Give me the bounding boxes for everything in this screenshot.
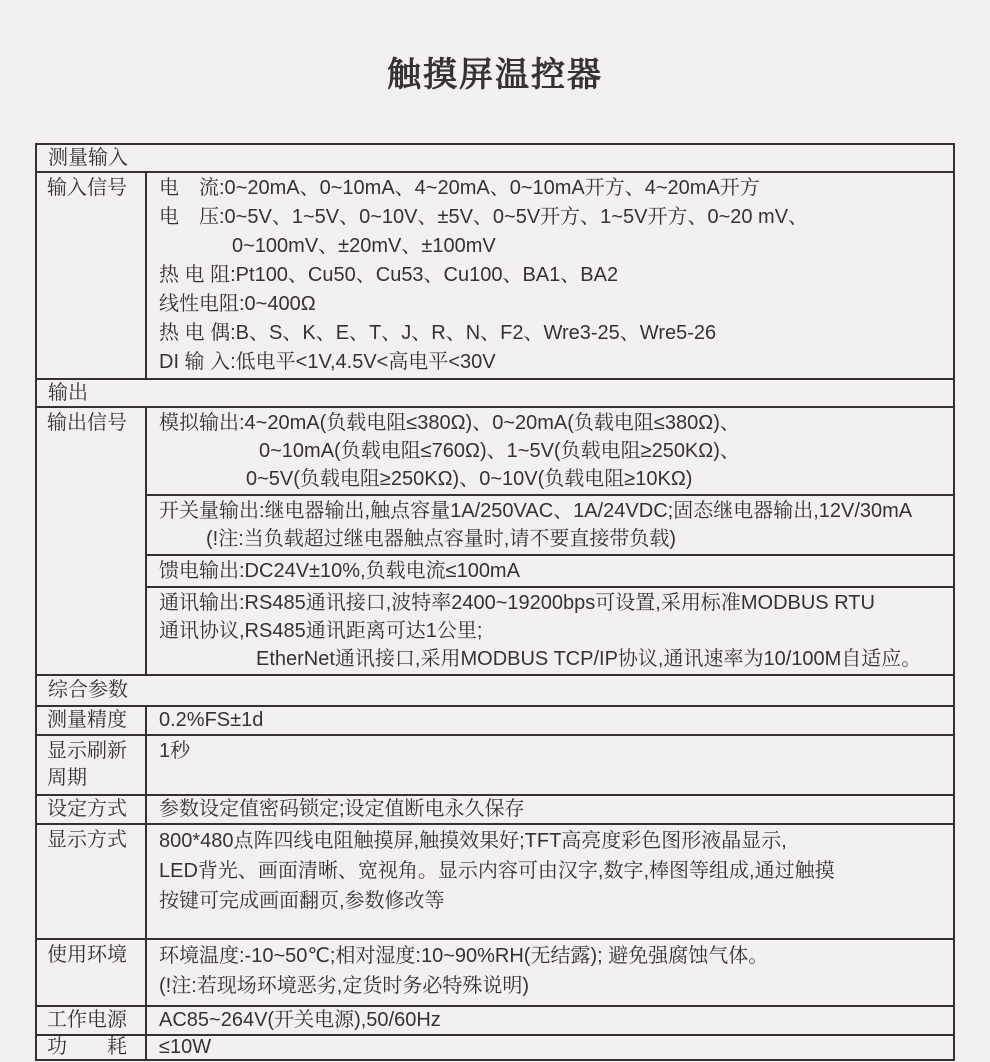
display-mode-content [147,825,953,938]
row-accuracy [37,705,953,734]
spec-line-comm-1: 通讯输出:RS485通讯接口,波特率2400~19200bps可设置,采用标准MODBUS RTU [159,592,875,614]
spec-line-environment-note: (!注:若现场环境恶劣,定货时务必特殊说明) [159,975,529,997]
section-header-measurement-input [37,145,953,171]
spec-line-voltage-cont: 0~100mV、±20mV、±100mV [232,235,496,257]
spec-line-voltage: 电 压:0~5V、1~5V、0~10V、±5V、0~5V开方、1~5V开方、0~20 mV、 [159,206,809,228]
section-title: 综合参数 [48,679,128,701]
spec-line-analog-3: 0~5V(负载电阻≥250KΩ)、0~10V(负载电阻≥10KΩ) [246,468,693,490]
power-supply-value: AC85~264V(开关电源),50/60Hz [159,1009,441,1031]
environment-content [147,940,953,1005]
row-input-signal [37,171,953,378]
section-title: 测量输入 [48,147,128,169]
row-environment [37,938,953,1005]
spec-line-analog-2: 0~10mA(负载电阻≤760Ω)、1~5V(负载电阻≥250KΩ)、 [259,440,740,462]
row-power-consumption [37,1034,953,1059]
spec-line-switch-note: (!注:当负载超过继电器触点容量时,请不要直接带负载) [206,528,676,550]
spec-line-current: 电 流:0~20mA、0~10mA、4~20mA、0~10mA开方、4~20mA开方 [159,177,760,199]
input-signal-content [147,173,953,378]
spec-line-analog-1: 模拟输出:4~20mA(负载电阻≤380Ω)、0~20mA(负载电阻≤380Ω)、 [159,412,740,434]
spec-line-display-2: LED背光、画面清晰、宽视角。显示内容可由汉字,数字,棒图等组成,通过触摸 [159,860,835,882]
spec-line-linear-resistance: 线性电阻:0~400Ω [159,293,316,315]
row-output-signal [37,406,953,674]
output-signal-content [147,408,953,674]
page-title: 触摸屏温控器 [387,56,603,94]
spec-line-display-3: 按键可完成画面翻页,参数修改等 [159,890,445,912]
row-label-accuracy: 测量精度 [37,707,147,734]
spec-line-comm-2: 通讯协议,RS485通讯距离可达1公里; [159,620,483,642]
row-display-mode [37,823,953,938]
power-consumption-value: ≤10W [159,1036,212,1058]
row-label-power-consumption: 功 耗 [37,1036,147,1059]
row-label-output-signal: 输出信号 [37,408,147,674]
spec-table [35,143,955,1061]
spec-line-switch-1: 开关量输出:继电器输出,触点容量1A/250VAC、1A/24VDC;固态继电器输出,12V/30mA [159,500,913,522]
row-label-input-signal: 输入信号 [37,173,147,378]
spec-line-thermocouple: 热 电 偶:B、S、K、E、T、J、R、N、F2、Wre3-25、Wre5-26 [159,322,717,344]
row-label-setting-mode: 设定方式 [37,796,147,823]
row-power-supply [37,1005,953,1034]
row-refresh-cycle [37,734,953,794]
spec-line-rtd: 热 电 阻:Pt100、Cu50、Cu53、Cu100、BA1、BA2 [159,264,619,286]
refresh-cycle-value: 1秒 [159,740,191,762]
subrow-switch-output [147,494,953,554]
row-label-environment: 使用环境 [37,940,147,1005]
row-label-power-supply: 工作电源 [37,1007,147,1034]
spec-line-feed: 馈电输出:DC24V±10%,负载电流≤100mA [159,560,520,582]
row-setting-mode [37,794,953,823]
subrow-comm-output [147,586,953,674]
accuracy-value: 0.2%FS±1d [159,709,264,731]
spec-line-comm-3: EtherNet通讯接口,采用MODBUS TCP/IP协议,通讯速率为10/100M自适应。 [256,648,922,670]
spec-line-display-1: 800*480点阵四线电阻触摸屏,触摸效果好;TFT高亮度彩色图形液晶显示, [159,830,787,852]
section-title: 输出 [48,382,88,404]
row-label-display-mode: 显示方式 [37,825,147,938]
section-header-general-params [37,674,953,705]
subrow-feed-output [147,554,953,586]
spec-line-di-input: DI 输 入:低电平<1V,4.5V<高电平<30V [159,351,496,373]
section-header-output [37,378,953,406]
row-label-refresh-cycle: 显示刷新周期 [37,736,147,794]
setting-mode-value: 参数设定值密码锁定;设定值断电永久保存 [159,798,525,820]
spec-line-environment-1: 环境温度:-10~50℃;相对湿度:10~90%RH(无结露); 避免强腐蚀气体。 [159,945,769,967]
subrow-analog-output [147,408,953,494]
